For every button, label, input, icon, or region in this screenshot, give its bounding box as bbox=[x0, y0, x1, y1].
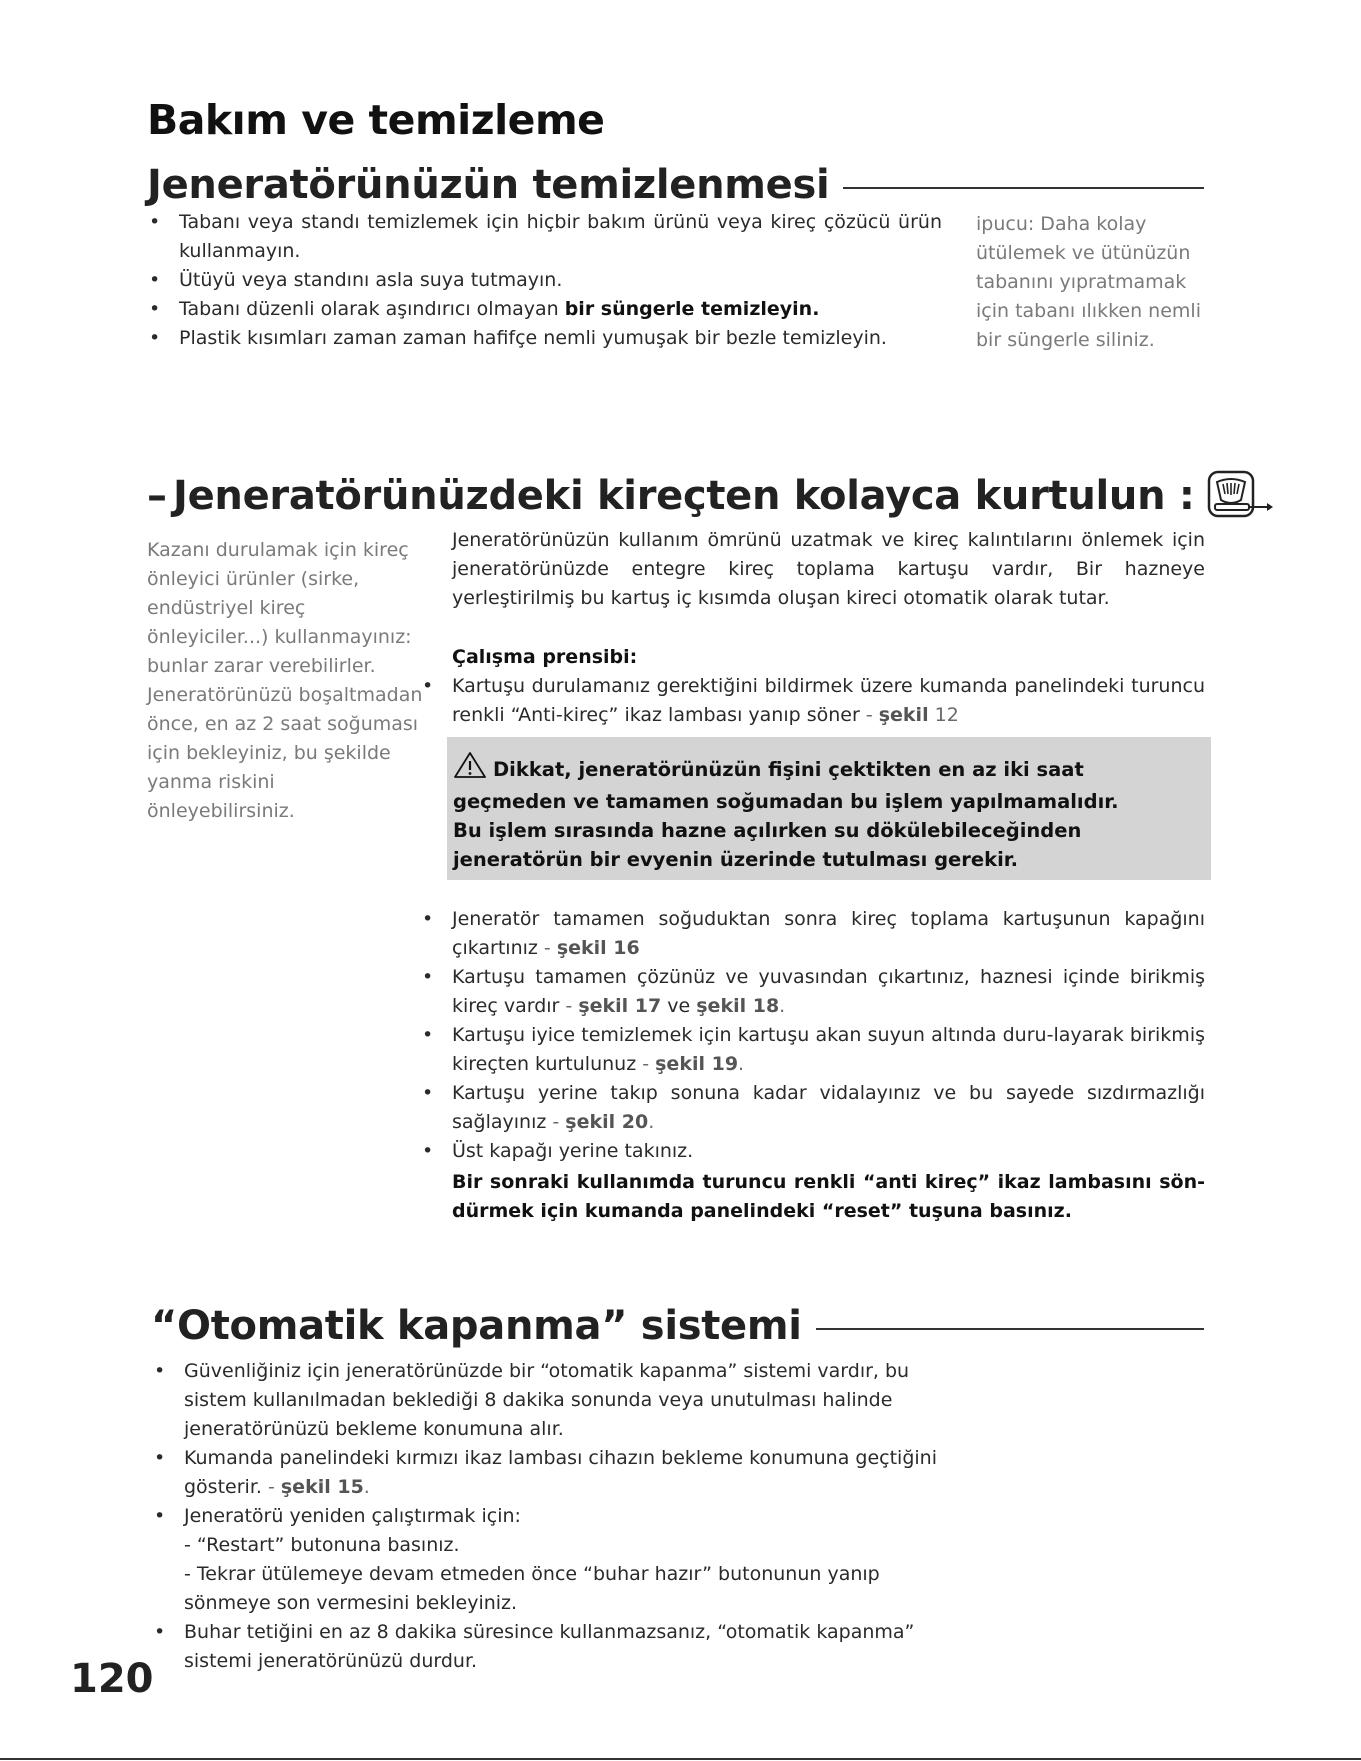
warning-line-2: Bu işlem sırasında hazne açılırken su dökülebileceğinden jeneratörün bir evyenin üzerinde tutulması gerekir. bbox=[453, 819, 1082, 871]
page-number: 120 bbox=[70, 1656, 154, 1702]
descale-intro: Jeneratörünüzün kullanım ömrünü uzatmak ve kireç kalıntılarını önlemek için jeneratörünüzde entegre kireç toplama kartuşu vardır, Bir hazneye yerleştirilmiş bu kartuş iç kısımda oluşan kireci otomatik olarak tutar. bbox=[452, 529, 1205, 609]
section-descale-heading bbox=[147, 468, 1207, 524]
heading-dash: – bbox=[147, 473, 167, 519]
section-cleaning-title: Jeneratörünüzün temizlenmesi bbox=[147, 162, 830, 208]
heading-rule bbox=[843, 187, 1204, 189]
footer-rule bbox=[0, 1758, 1361, 1760]
list-item: • Kartuşu tamamen çözünüz ve yuvasından çıkartınız, haznesi içinde birikmiş kireç vardır - şekil 17 ve şekil 18. bbox=[420, 963, 1205, 1021]
principle-title: Çalışma prensibi: bbox=[452, 646, 638, 668]
descale-steps bbox=[420, 905, 1205, 1166]
cleaning-list bbox=[147, 208, 942, 353]
anti-scale-icon bbox=[1205, 468, 1275, 524]
list-item: • Buhar tetiğini en az 8 dakika süresince kullanmazsanız, “otomatik kapanma” sistemi jeneratörünüzü durdur. bbox=[152, 1618, 942, 1676]
list-item: • Kartuşu iyice temizlemek için kartuşu akan suyun altında duru-layarak birikmiş kireçten kurtulunuz - şekil 19. bbox=[420, 1021, 1205, 1079]
list-item: • Kartuşu yerine takıp sonuna kadar vidalayınız ve bu sayede sızdırmazlığı sağlayınız - şekil 20. bbox=[420, 1079, 1205, 1137]
section-autooff-heading bbox=[151, 1303, 1204, 1349]
list-item: • Plastik kısımları zaman zaman hafifçe nemli yumuşak bir bezle temizleyin. bbox=[147, 324, 942, 353]
page-title: Bakım ve temizleme bbox=[147, 96, 605, 144]
principle-list bbox=[420, 672, 1205, 730]
heading-rule bbox=[816, 1328, 1204, 1330]
warning-line-1: Dikkat, jeneratörünüzün fişini çektikten en az iki saat geçmeden ve tamamen soğumadan bu işlem yapılmamalıdır. bbox=[453, 758, 1119, 813]
warning-triangle-icon bbox=[453, 751, 487, 787]
section-autooff-title: “Otomatik kapanma” sistemi bbox=[151, 1303, 802, 1349]
list-item: • Güvenliğiniz için jeneratörünüzde bir “otomatik kapanma” sistemi vardır, bu sistem kullanılmadan beklediği 8 dakika sonunda veya unutulması halinde jeneratörünüzü bekleme konumuna alır. bbox=[152, 1357, 942, 1444]
section-cleaning-heading bbox=[147, 162, 1204, 208]
list-item: • Kumanda panelindeki kırmızı ikaz lambası cihazın bekleme konumuna geçtiğini gösterir. - şekil 15. bbox=[152, 1444, 942, 1502]
list-item: • Jeneratörü yeniden çalıştırmak için: - “Restart” butonuna basınız. - Tekrar ütülemeye devam etmeden önce “buhar hazır” butonunun yanıp sönmeye son vermesini bekleyiniz. bbox=[152, 1502, 942, 1618]
descale-side-note: Kazanı durulamak için kireç önleyici ürünler (sirke, endüstriyel kireç önleyiciler...) kullanmayınız: bunlar zarar verebilirler. Jeneratörünüzü boşaltmadan önce, en az 2 saat soğuması için bekleyiniz, bu şekilde yanma riskini önleyebilirsiniz. bbox=[147, 539, 423, 822]
list-item: • Üst kapağı yerine takınız. bbox=[420, 1137, 1205, 1166]
list-item: • Ütüyü veya standını asla suya tutmayın. bbox=[147, 266, 942, 295]
warning-box bbox=[447, 737, 1211, 880]
section-descale-title: Jeneratörünüzdeki kireçten kolayca kurtulun : bbox=[173, 473, 1195, 519]
reset-note: Bir sonraki kullanımda turuncu renkli “anti kireç” ikaz lambasını sön-dürmek için kumanda panelindeki “reset” tuşuna basınız. bbox=[452, 1171, 1205, 1222]
autooff-list bbox=[152, 1357, 942, 1676]
tip-note: ipucu: Daha kolay ütülemek ve ütünüzün tabanını yıpratmamak için tabanı ılıkken nemli bir süngerle siliniz. bbox=[976, 213, 1201, 351]
list-item: • Tabanı düzenli olarak aşındırıcı olmayan bir süngerle temizleyin. bbox=[147, 295, 942, 324]
list-item: • Tabanı veya standı temizlemek için hiçbir bakım ürünü veya kireç çözücü ürün kullanmayın. bbox=[147, 208, 942, 266]
list-item: • Kartuşu durulamanız gerektiğini bildirmek üzere kumanda panelindeki turuncu renkli “Anti-kireç” ikaz lambası yanıp söner - şekil 12 bbox=[420, 672, 1205, 730]
list-item: • Jeneratör tamamen soğuduktan sonra kireç toplama kartuşunun kapağını çıkartınız - şekil 16 bbox=[420, 905, 1205, 963]
